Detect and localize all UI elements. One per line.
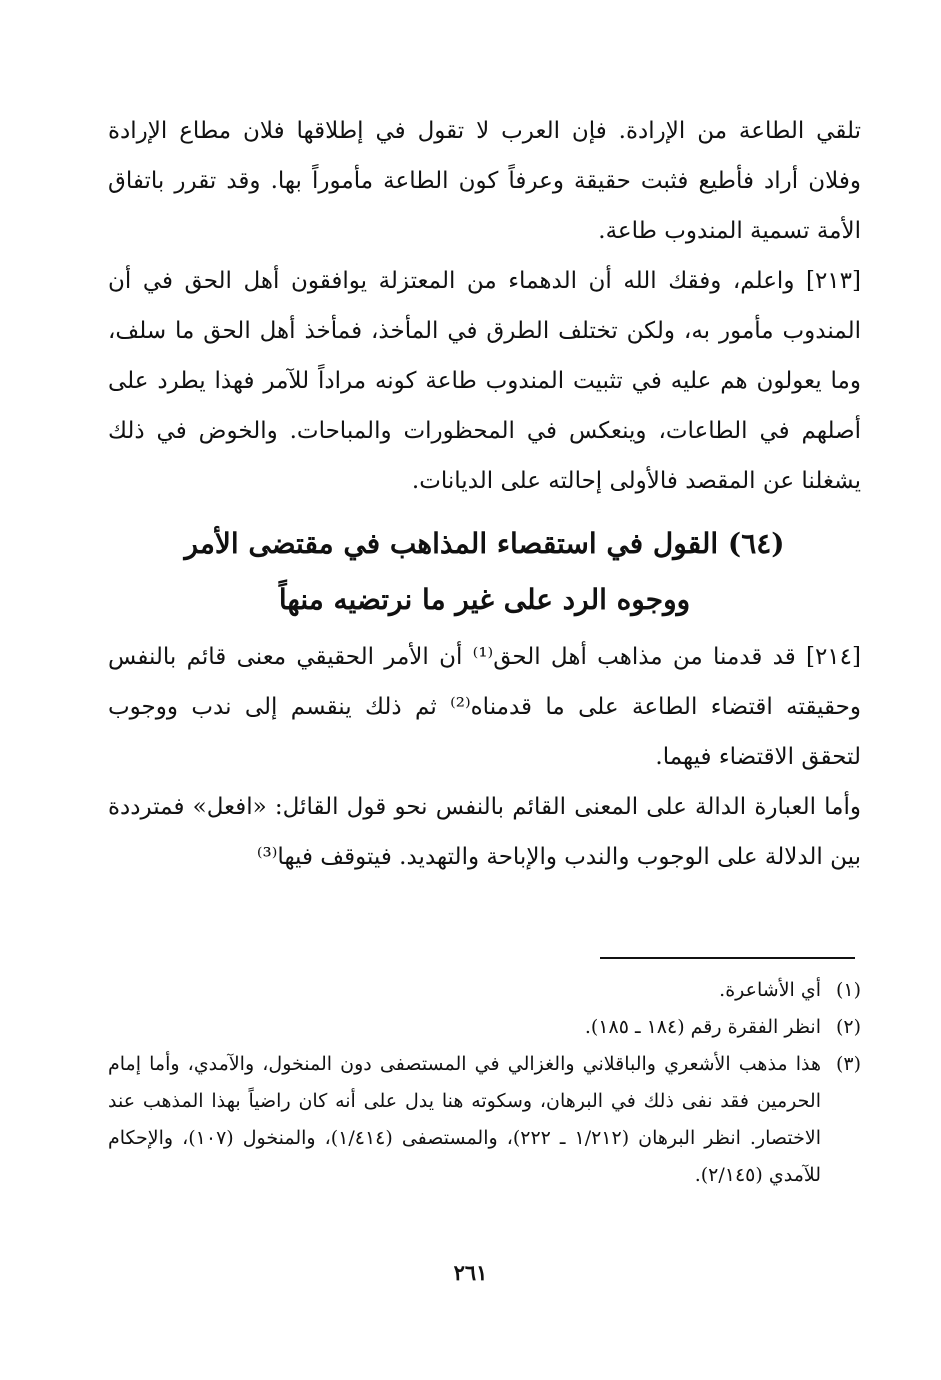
footnote-text: انظر الفقرة رقم (١٨٤ ـ ١٨٥). [584, 1016, 821, 1038]
paragraph-214: [٢١٤] قد قدمنا من مذاهب أهل الحق⁽¹⁾ أن الأمر الحقيقي معنى قائم بالنفس وحقيقته اقتضاء الطاعة على ما قدمناه⁽²⁾ ثم ذلك ينقسم إلى ندب ووجوب لتحقق الاقتضاء فيهما. [108, 644, 861, 770]
heading-line-2: ووجوه الرد على غير ما نرتضيه منهاً [278, 583, 691, 616]
main-text [108, 106, 861, 882]
footnote-number: (١) [835, 979, 861, 1001]
footnote-2 [108, 1009, 861, 1046]
footnote-separator [600, 957, 855, 959]
paragraph-213: [٢١٣] واعلم، وفقك الله أن الدهماء من المعتزلة يوافقون أهل الحق في أن المندوب مأمور به، ولكن تختلف الطرق في المأخذ، فمأخذ أهل الحق ما سلف، وما يعولون هم عليه في تثبيت المندوب طاعة كونه مراداً للآمر فهذا يطرد على أصلهم في الطاعات، وينعكس في المحظورات والمباحات. والخوض في ذلك يشغلنا عن المقصد فالأولى إحالته على الديانات. [108, 268, 861, 494]
footnote-text: هذا مذهب الأشعري والباقلاني والغزالي في المستصفى دون المنخول، والآمدي، وأما إمام الحرمين فقد نفى ذلك في البرهان، وسكوته هنا يدل على أنه كان راضياً بهذا المذهب عند الاختصار. انظر البرهان (١/٢١٢ ـ ٢٢٢)، والمستصفى (١/٤١٤)، والمنخول (١٠٧)، والإحكام للآمدي (٢/١٤٥). [108, 1053, 821, 1186]
footnote-3 [108, 1046, 861, 1194]
footnote-1 [108, 972, 861, 1009]
footnote-number: (٢) [835, 1016, 861, 1038]
paragraph-4: وأما العبارة الدالة على المعنى القائم بالنفس نحو قول القائل: «افعل» فمترددة بين الدلالة على الوجوب والندب والإباحة والتهديد. فيتوقف فيها⁽³⁾ [108, 794, 861, 870]
heading-line-1: (٦٤) القول في استقصاء المذاهب في مقتضى الأمر [184, 527, 785, 560]
paragraph-1: تلقي الطاعة من الإرادة. فإن العرب لا تقول في إطلاقها فلان مطاع الإرادة وفلان أراد فأطيع فثبت حقيقة وعرفاً كون الطاعة مأموراً بها. وقد تقرر باتفاق الأمة تسمية المندوب طاعة. [108, 118, 861, 244]
footnote-number: (٣) [835, 1053, 861, 1075]
section-heading [108, 516, 861, 628]
footnote-text: أي الأشاعرة. [719, 979, 821, 1001]
page-number: ٢٦١ [453, 1260, 488, 1285]
footnotes [108, 972, 861, 1194]
